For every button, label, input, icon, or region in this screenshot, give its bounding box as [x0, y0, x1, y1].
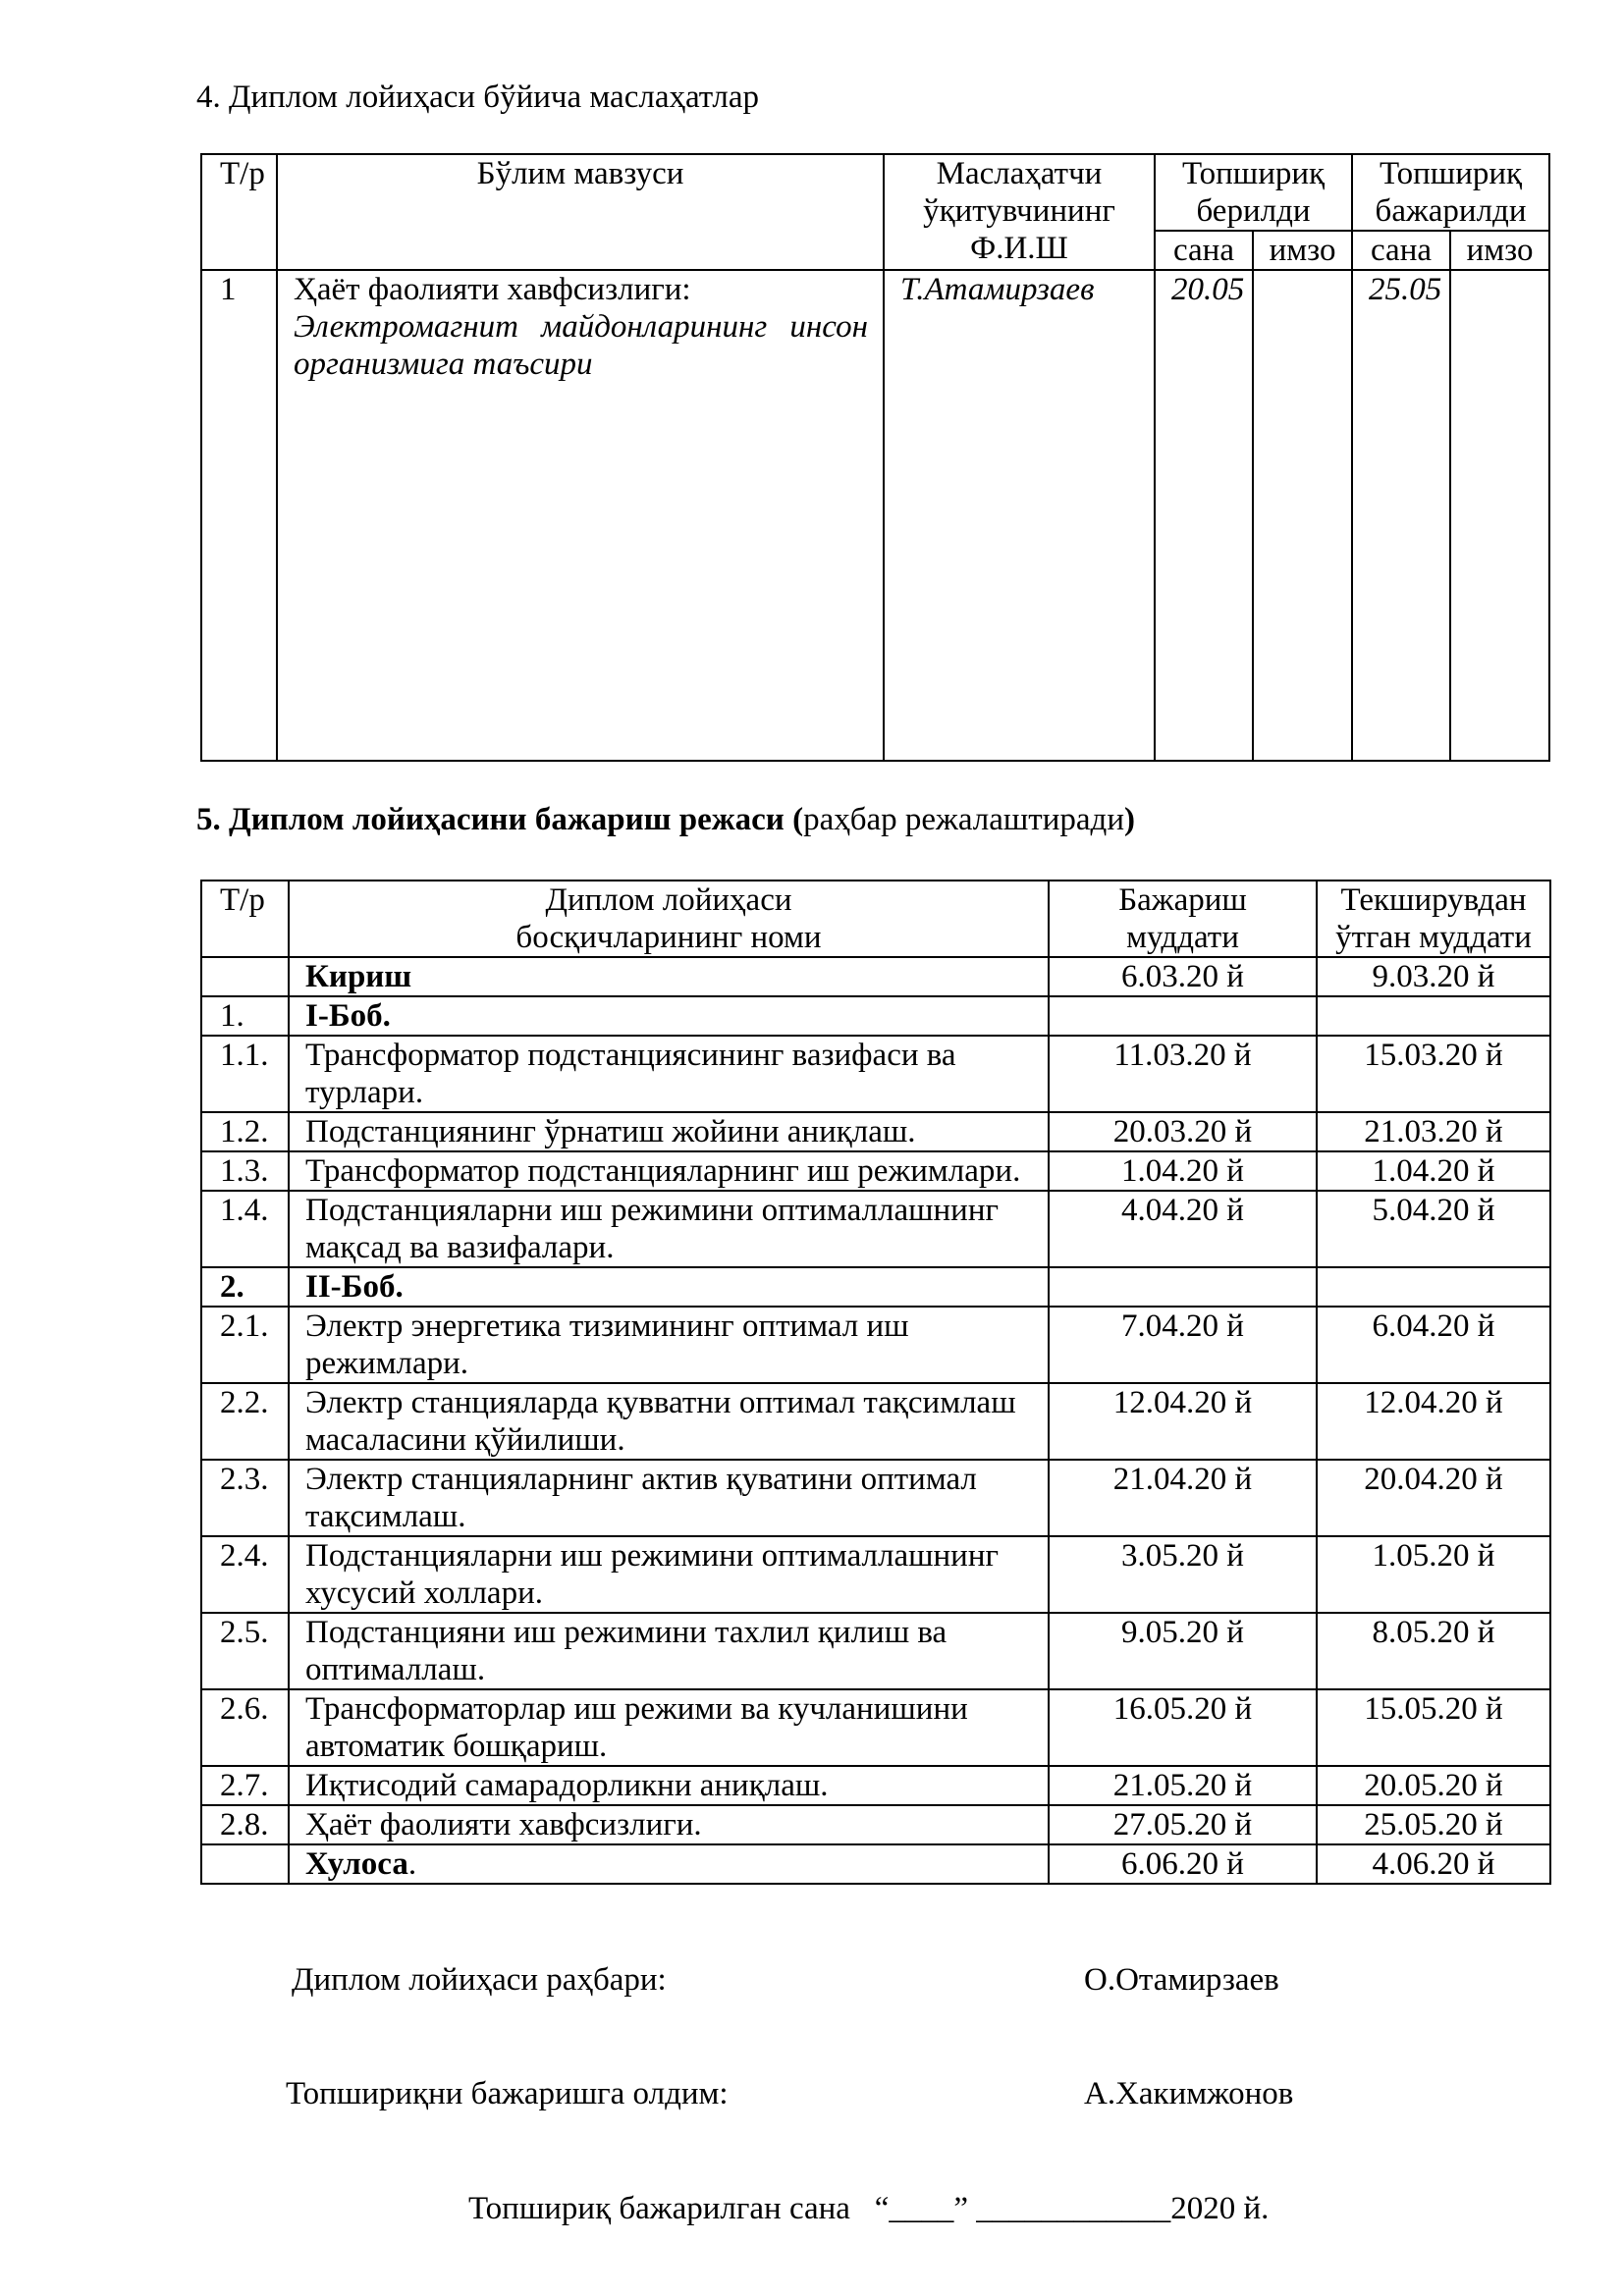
header-assigned-date: сана	[1155, 231, 1253, 270]
plan-row-number-bold: 2.	[220, 1269, 244, 1305]
header-completed-date: сана	[1352, 231, 1450, 270]
plan-row-number: 1.	[201, 996, 289, 1036]
plan-row	[201, 1613, 1550, 1689]
plan-row-number: 1.4.	[201, 1191, 289, 1267]
plan-row-stage	[289, 1112, 1049, 1151]
plan-row-checked-date: 1.04.20 й	[1317, 1151, 1550, 1191]
header-assigned-signature: имзо	[1253, 231, 1352, 270]
student-name: А.Хакимжонов	[1084, 2076, 1294, 2111]
plan-header-number: Т/р	[201, 881, 289, 957]
stage-name-line: Подстанцияни иш режимини тахлил қилиш ва	[305, 1615, 947, 1650]
plan-header-stage-line: босқичларининг номи	[515, 920, 822, 955]
consultation-row	[201, 270, 1549, 761]
supervisor-label: Диплом лойиҳаси раҳбари:	[292, 1962, 667, 1998]
plan-row-checked-date: 4.06.20 й	[1317, 1844, 1550, 1884]
header-task-completed-line: Топшириқ	[1379, 156, 1523, 191]
stage-name-line: Трансформатор подстанциясининг вазифаси ва	[305, 1038, 956, 1073]
plan-row-checked-date: 8.05.20 й	[1317, 1613, 1550, 1689]
consultation-topic-detail: Электромагнит майдонларининг инсон организмига таъсири	[294, 309, 868, 382]
stage-name-line: II-Боб.	[305, 1269, 404, 1305]
plan-row-deadline: 7.04.20 й	[1049, 1307, 1317, 1383]
plan-row-checked-date: 1.05.20 й	[1317, 1536, 1550, 1613]
stage-name-line: Кириш	[305, 959, 412, 994]
plan-row-number: 2.4.	[201, 1536, 289, 1613]
stage-name-line: режимлари.	[305, 1346, 469, 1381]
plan-row	[201, 957, 1550, 996]
header-completed-signature: имзо	[1450, 231, 1549, 270]
stage-name-line: мақсад ва вазифалари.	[305, 1230, 615, 1265]
header-section-topic: Бўлим мавзуси	[277, 154, 884, 270]
plan-row-deadline: 4.04.20 й	[1049, 1191, 1317, 1267]
plan-header-row	[201, 881, 1550, 957]
plan-row-stage	[289, 1844, 1049, 1884]
section5-heading	[196, 801, 1135, 839]
plan-row	[201, 1191, 1550, 1267]
plan-row-number: 2.2.	[201, 1383, 289, 1460]
plan-row-deadline: 12.04.20 й	[1049, 1383, 1317, 1460]
plan-row-stage	[289, 1766, 1049, 1805]
plan-row-checked-date	[1317, 1267, 1550, 1307]
plan-row-stage	[289, 1460, 1049, 1536]
plan-header-checked-line: Текширувдан	[1340, 882, 1527, 918]
plan-row	[201, 1689, 1550, 1766]
plan-header-deadline-line: муддати	[1126, 920, 1239, 955]
plan-row-checked-date: 20.05.20 й	[1317, 1766, 1550, 1805]
plan-row	[201, 1151, 1550, 1191]
plan-header-checked-line: ўтган муддати	[1335, 920, 1532, 955]
plan-row	[201, 1536, 1550, 1613]
stage-name-line: Трансформатор подстанцияларнинг иш режимлари.	[305, 1153, 1021, 1189]
plan-row-stage	[289, 1307, 1049, 1383]
plan-row	[201, 1383, 1550, 1460]
plan-row	[201, 1460, 1550, 1536]
plan-row-checked-date: 20.04.20 й	[1317, 1460, 1550, 1536]
header-advisor	[884, 154, 1155, 270]
consultation-assigned-date: 20.05	[1155, 270, 1253, 761]
section5-heading-main: 5. Диплом лойиҳасини бажариш режаси (	[196, 802, 804, 837]
plan-row-deadline: 16.05.20 й	[1049, 1689, 1317, 1766]
stage-name-line: автоматик бошқариш.	[305, 1729, 608, 1764]
plan-row-number: 2.8.	[201, 1805, 289, 1844]
plan-row-checked-date: 6.04.20 й	[1317, 1307, 1550, 1383]
consultation-advisor: Т.Атамирзаев	[884, 270, 1155, 761]
plan-row-stage	[289, 1689, 1049, 1766]
plan-row-checked-date: 25.05.20 й	[1317, 1805, 1550, 1844]
plan-header-deadline	[1049, 881, 1317, 957]
plan-row-stage	[289, 1613, 1049, 1689]
stage-name-line: Подстанцияларни иш режимини оптималлашнинг	[305, 1193, 1000, 1228]
plan-row-deadline: 6.06.20 й	[1049, 1844, 1317, 1884]
consultation-completed-signature	[1450, 270, 1549, 761]
plan-row-deadline: 6.03.20 й	[1049, 957, 1317, 996]
stage-name-line: Электр станцияларнинг актив қуватини оптимал	[305, 1462, 977, 1497]
plan-row-deadline: 21.04.20 й	[1049, 1460, 1317, 1536]
plan-row-checked-date: 12.04.20 й	[1317, 1383, 1550, 1460]
consultation-topic	[277, 270, 884, 761]
student-label: Топшириқни бажаришга олдим:	[286, 2076, 729, 2111]
plan-row-stage	[289, 1536, 1049, 1613]
stage-name-line: I-Боб.	[305, 998, 391, 1034]
plan-row-number	[201, 1844, 289, 1884]
plan-row-number: 2.1.	[201, 1307, 289, 1383]
plan-header-checked	[1317, 881, 1550, 957]
header-task-completed	[1352, 154, 1549, 231]
plan-row-number: 2.7.	[201, 1766, 289, 1805]
plan-row-deadline: 3.05.20 й	[1049, 1536, 1317, 1613]
consultation-completed-date: 25.05	[1352, 270, 1450, 761]
plan-header-stage-line: Диплом лойиҳаси	[545, 882, 792, 918]
plan-row-checked-date: 15.03.20 й	[1317, 1036, 1550, 1112]
stage-name-line: турлари.	[305, 1075, 424, 1110]
plan-row-stage	[289, 1267, 1049, 1307]
stage-name-line: Ҳаёт фаолияти хавфсизлиги.	[305, 1807, 702, 1842]
plan-row	[201, 1036, 1550, 1112]
plan-row-stage	[289, 996, 1049, 1036]
section5-heading-note: раҳбар режалаштиради	[803, 802, 1124, 837]
stage-name-line: Подстанциянинг ўрнатиш жойини аниқлаш.	[305, 1114, 916, 1149]
plan-row-checked-date: 9.03.20 й	[1317, 957, 1550, 996]
section5-heading-close: )	[1124, 802, 1135, 837]
stage-name-line: оптималлаш.	[305, 1652, 486, 1687]
header-number: Т/р	[201, 154, 277, 270]
stage-name-line: хусусий холлари.	[305, 1575, 543, 1611]
consultation-topic-title: Ҳаёт фаолияти хавфсизлиги:	[294, 272, 691, 307]
plan-row-deadline	[1049, 996, 1317, 1036]
plan-row	[201, 1112, 1550, 1151]
stage-name-line: Электр станцияларда қувватни оптимал тақсимлаш	[305, 1385, 1016, 1420]
plan-row	[201, 1267, 1550, 1307]
plan-row-checked-date: 5.04.20 й	[1317, 1191, 1550, 1267]
stage-name-line: масаласини қўйилиши.	[305, 1422, 625, 1458]
header-task-assigned-line: берилди	[1196, 193, 1311, 229]
plan-row-deadline: 20.03.20 й	[1049, 1112, 1317, 1151]
plan-row-number: 2.5.	[201, 1613, 289, 1689]
header-task-assigned	[1155, 154, 1352, 231]
plan-row	[201, 996, 1550, 1036]
plan-row-stage	[289, 1805, 1049, 1844]
plan-row-stage	[289, 1191, 1049, 1267]
supervisor-name: О.Отамирзаев	[1084, 1962, 1279, 1998]
plan-row-checked-date: 15.05.20 й	[1317, 1689, 1550, 1766]
plan-header-stage	[289, 881, 1049, 957]
plan-row-deadline: 11.03.20 й	[1049, 1036, 1317, 1112]
section4-heading: 4. Диплом лойиҳаси бўйича маслаҳатлар	[196, 80, 759, 115]
plan-row-number	[201, 957, 289, 996]
plan-row-deadline	[1049, 1267, 1317, 1307]
plan-row-deadline: 9.05.20 й	[1049, 1613, 1317, 1689]
header-advisor-line: ўқитувчининг	[923, 193, 1115, 229]
stage-name-line: тақсимлаш.	[305, 1499, 466, 1534]
plan-row-stage	[289, 957, 1049, 996]
plan-row-number: 2.3.	[201, 1460, 289, 1536]
header-advisor-line: Маслаҳатчи	[936, 156, 1103, 191]
plan-row	[201, 1766, 1550, 1805]
plan-row-stage	[289, 1383, 1049, 1460]
stage-name-line: Подстанцияларни иш режимини оптималлашнинг	[305, 1538, 1000, 1574]
header-advisor-line: Ф.И.Ш	[970, 231, 1068, 266]
plan-row-checked-date	[1317, 996, 1550, 1036]
plan-row-number: 1.3.	[201, 1151, 289, 1191]
consultations-header-row	[201, 154, 1549, 231]
stage-name-line: Хулоса	[305, 1846, 408, 1882]
header-task-assigned-line: Топшириқ	[1181, 156, 1326, 191]
plan-row-stage	[289, 1151, 1049, 1191]
plan-row-stage	[289, 1036, 1049, 1112]
plan-row	[201, 1307, 1550, 1383]
stage-name-line: Электр энергетика тизимининг оптимал иш	[305, 1308, 909, 1344]
consultation-assigned-signature	[1253, 270, 1352, 761]
plan-row-number: 1.2.	[201, 1112, 289, 1151]
plan-row-deadline: 1.04.20 й	[1049, 1151, 1317, 1191]
plan-row-number: 1.1.	[201, 1036, 289, 1112]
completion-date-line: Топшириқ бажарилган сана “____” ____________2020 й.	[468, 2191, 1270, 2226]
plan-row-deadline: 21.05.20 й	[1049, 1766, 1317, 1805]
stage-name-line: Трансформаторлар иш режими ва кучланишини	[305, 1691, 968, 1727]
plan-row	[201, 1805, 1550, 1844]
plan-row-number: 2.6.	[201, 1689, 289, 1766]
header-task-completed-line: бажарилди	[1375, 193, 1527, 229]
plan-table	[200, 880, 1551, 1885]
consultation-number: 1	[201, 270, 277, 761]
consultations-table	[200, 153, 1550, 762]
plan-row-number	[201, 1267, 289, 1307]
stage-name-suffix: .	[407, 1846, 417, 1882]
plan-row-deadline: 27.05.20 й	[1049, 1805, 1317, 1844]
stage-name-line: Иқтисодий самарадорликни аниқлаш.	[305, 1768, 829, 1803]
plan-row	[201, 1844, 1550, 1884]
plan-row-checked-date: 21.03.20 й	[1317, 1112, 1550, 1151]
plan-header-deadline-line: Бажариш	[1118, 882, 1247, 918]
